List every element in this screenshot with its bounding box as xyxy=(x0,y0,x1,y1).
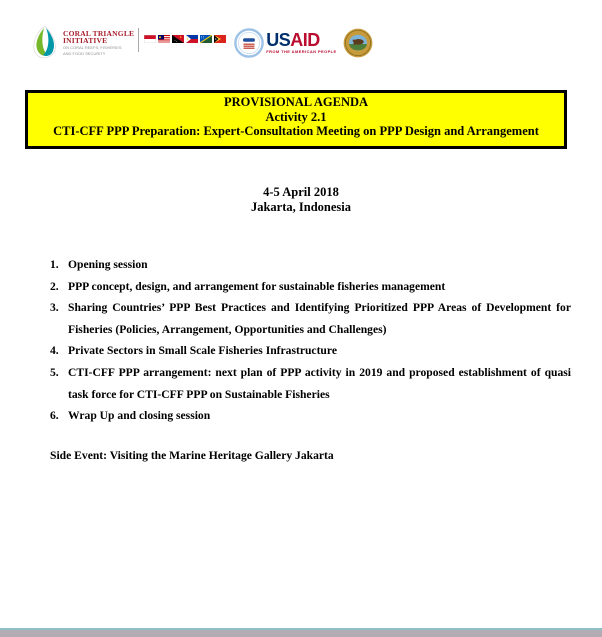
usaid-wordmark-us: US xyxy=(266,30,291,50)
usaid-seal-icon xyxy=(234,28,264,58)
flag-solomon-islands-icon xyxy=(200,35,212,43)
agenda-item-2 xyxy=(50,276,571,298)
title-box xyxy=(25,90,567,149)
agenda-list xyxy=(50,254,571,427)
agenda-item-4 xyxy=(50,340,571,362)
usaid-logo-text xyxy=(266,32,336,54)
logo-row xyxy=(30,23,373,63)
flag-philippines-icon xyxy=(186,35,198,43)
flag-timor-leste-icon xyxy=(214,35,226,43)
flag-papua-new-guinea-icon xyxy=(172,35,184,43)
agenda-item-5 xyxy=(50,362,571,405)
usaid-wordmark xyxy=(266,32,336,48)
event-location: Jakarta, Indonesia xyxy=(250,199,352,214)
cti-tagline-line2: AND FOOD SECURITY xyxy=(63,50,106,56)
meeting-title: CTI-CFF PPP Preparation: Expert-Consultation Meeting on PPP Design and Arrangement xyxy=(53,124,539,138)
agenda-item-number: 6. xyxy=(50,409,59,423)
logo-divider xyxy=(138,28,139,52)
event-details xyxy=(0,185,602,214)
cti-title-line2: INITIATIVE xyxy=(63,36,108,46)
document-title: PROVISIONAL AGENDA xyxy=(223,95,369,109)
agenda-item-6 xyxy=(50,405,571,427)
agenda-item-number: 3. xyxy=(50,301,59,315)
agenda-item-3 xyxy=(50,297,571,340)
cti-tagline-line1: ON CORAL REEFS, FISHERIES xyxy=(63,44,122,50)
event-dates: 4-5 April 2018 xyxy=(263,185,339,199)
side-event-note: Side Event: Visiting the Marine Heritage Gallery Jakarta xyxy=(50,449,334,462)
window-edge-frame xyxy=(0,630,602,637)
cti-title-line1: CORAL TRIANGLE xyxy=(63,28,135,38)
usaid-tagline: FROM THE AMERICAN PEOPLE xyxy=(266,49,337,54)
cti-leaf-icon xyxy=(30,25,60,61)
flag-malaysia-icon xyxy=(158,35,170,43)
agenda-item-number: 5. xyxy=(50,365,59,379)
agenda-item-text: PPP concept, design, and arrangement for sustainable fisheries management xyxy=(68,279,446,293)
agenda-item-text: CTI-CFF PPP arrangement: next plan of PPP activity in 2019 and proposed establishment of quasi task force for CTI-CFF PPP on Sustainable Fisheries xyxy=(68,365,571,401)
agenda-item-text: Opening session xyxy=(68,258,148,271)
member-country-flags xyxy=(144,35,226,43)
us-department-of-the-interior-seal-icon xyxy=(343,28,373,58)
agenda-item-number: 2. xyxy=(50,279,59,293)
cti-logo-text xyxy=(63,30,134,56)
usaid-wordmark-aid: AID xyxy=(290,30,320,50)
agenda-item-number: 1. xyxy=(50,258,59,271)
flag-indonesia-icon xyxy=(144,35,156,43)
agenda-item-text: Sharing Countries’ PPP Best Practices and Identifying Prioritized PPP Areas of Development for Fisheries (Policies, Arrangement, Opportunities and Challenges) xyxy=(68,301,571,336)
agenda-item-number: 4. xyxy=(50,344,59,358)
agenda-item-1 xyxy=(50,254,571,276)
activity-number: Activity 2.1 xyxy=(265,109,327,124)
usaid-logo xyxy=(234,28,336,58)
agenda-item-text: Wrap Up and closing session xyxy=(68,409,211,423)
coral-triangle-initiative-logo xyxy=(30,25,134,61)
agenda-item-text: Private Sectors in Small Scale Fisheries Infrastructure xyxy=(68,344,337,358)
